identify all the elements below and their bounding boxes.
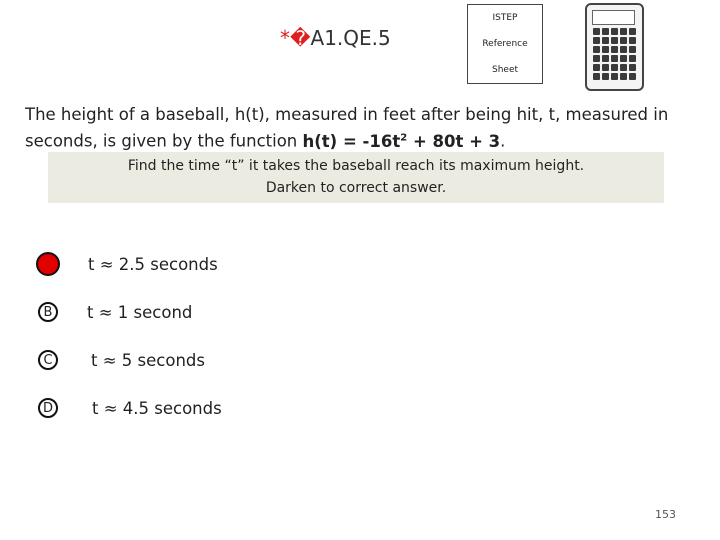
choice-a[interactable] xyxy=(38,252,218,276)
choice-c[interactable] xyxy=(38,348,205,372)
choice-a-bubble[interactable] xyxy=(36,252,60,276)
title-star: * xyxy=(280,26,290,50)
reference-sheet-line-3: Sheet xyxy=(491,65,519,75)
function-expression: $h(t) = -16t^2 + 80t + 3$ xyxy=(302,131,501,151)
instruction-line-1: Find the time “t” it takes the baseball reach its maximum height. xyxy=(127,158,585,174)
choice-a-text: t ≈ 2.5 seconds xyxy=(88,254,218,274)
title-glyph: � xyxy=(290,26,311,50)
calculator-icon[interactable] xyxy=(585,3,644,91)
instruction-line-2: Darken to correct answer. xyxy=(265,180,447,196)
choice-d-text: t ≈ 4.5 seconds xyxy=(92,398,222,418)
question-text: The height of a baseball, h(t), measured in feet after being hit, t, measured in seconds, is given by the function $h(t) = -16t^2 + 80t + 3$. xyxy=(25,105,669,151)
choice-c-bubble[interactable]: C xyxy=(38,350,58,370)
choice-b[interactable] xyxy=(38,300,193,324)
choice-b-text: t ≈ 1 second xyxy=(87,302,193,322)
question-body: The height of a baseball, h(t), measured in feet after being hit, t, measured in seconds, is given by the function xyxy=(25,105,669,151)
reference-sheet-line-2: Reference xyxy=(482,39,528,49)
reference-sheet-button[interactable] xyxy=(467,4,543,84)
title-text: A1.QE.5 xyxy=(310,26,391,50)
instruction-box xyxy=(48,152,664,203)
choice-d-bubble[interactable]: D xyxy=(38,398,58,418)
page-number: 153 xyxy=(655,508,676,521)
choice-c-text: t ≈ 5 seconds xyxy=(91,350,205,370)
choice-d[interactable] xyxy=(38,396,222,420)
reference-sheet-line-1: ISTEP xyxy=(492,13,518,23)
calculator-keypad xyxy=(593,28,636,80)
page-title xyxy=(280,26,391,50)
calculator-screen xyxy=(592,10,635,25)
choice-b-bubble[interactable]: B xyxy=(38,302,58,322)
